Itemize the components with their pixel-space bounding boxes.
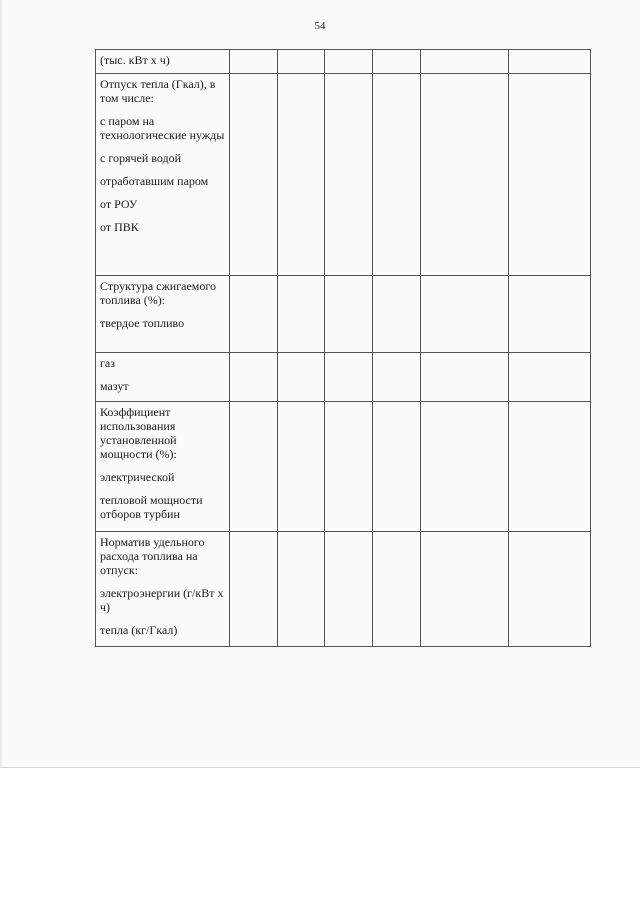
table-row-gas-fuel-oil — [96, 353, 591, 402]
row-label-line: твердое топливо — [100, 316, 185, 330]
table-row-fuel-norm — [96, 532, 591, 647]
table-row-units — [96, 50, 591, 74]
table-cell — [325, 50, 373, 74]
row-label-cell — [96, 402, 230, 532]
table-cell — [230, 50, 278, 74]
table-cell — [230, 532, 278, 647]
table-cell — [373, 74, 421, 276]
table-cell — [325, 276, 373, 353]
table-cell — [373, 532, 421, 647]
row-label-line: газ — [100, 356, 115, 370]
table-cell — [421, 402, 509, 532]
data-table — [95, 49, 591, 647]
row-label-line: отработавшим паром — [100, 174, 209, 188]
table-cell — [230, 74, 278, 276]
table-cell — [421, 276, 509, 353]
table-cell — [278, 50, 325, 74]
table-cell — [230, 276, 278, 353]
table-cell — [278, 74, 325, 276]
table-cell — [325, 74, 373, 276]
table-cell — [278, 353, 325, 402]
table-cell — [509, 74, 591, 276]
table-cell — [373, 50, 421, 74]
table-cell — [278, 532, 325, 647]
row-label-line: (тыс. кВт х ч) — [100, 53, 170, 67]
table-row-fuel-structure — [96, 276, 591, 353]
row-label-line: Норматив удельного расхода топлива на отпуск: — [100, 535, 205, 577]
row-label-line: Структура сжигаемого топлива (%): — [100, 279, 216, 307]
row-label-line: от ПВК — [100, 220, 139, 234]
table-cell — [373, 276, 421, 353]
scan-edge-shadow — [0, 0, 3, 767]
row-label-cell — [96, 276, 230, 353]
row-label-cell — [96, 74, 230, 276]
row-label-line: тепла (кг/Гкал) — [100, 623, 178, 637]
row-label-line: с паром на технологические нужды — [100, 114, 225, 142]
table-cell — [325, 353, 373, 402]
table-cell — [509, 353, 591, 402]
table-cell — [325, 532, 373, 647]
row-label-line: от РОУ — [100, 197, 138, 211]
table-cell — [421, 50, 509, 74]
table-cell — [509, 50, 591, 74]
table-cell — [278, 276, 325, 353]
table-cell — [230, 402, 278, 532]
row-label-line: Отпуск тепла (Гкал), в том числе: — [100, 77, 216, 105]
row-label-line: электроэнергии (г/кВт х ч) — [100, 586, 224, 614]
table-cell — [278, 402, 325, 532]
table-cell — [421, 532, 509, 647]
table-cell — [230, 353, 278, 402]
page-number: 54 — [314, 20, 326, 32]
table-row-heat-supply — [96, 74, 591, 276]
row-label-cell — [96, 532, 230, 647]
table-cell — [509, 276, 591, 353]
row-label-cell — [96, 50, 230, 74]
row-label-cell — [96, 353, 230, 402]
table-row-capacity-factor — [96, 402, 591, 532]
table-cell — [509, 402, 591, 532]
table-cell — [509, 532, 591, 647]
row-label-line: мазут — [100, 379, 129, 393]
table-cell — [373, 353, 421, 402]
table-cell — [421, 353, 509, 402]
table-cell — [373, 402, 421, 532]
row-label-line: с горячей водой — [100, 151, 182, 165]
table-cell — [325, 402, 373, 532]
table-cell — [421, 74, 509, 276]
row-label-line: Коэффициент использования установленной мощности (%): — [100, 405, 177, 461]
row-label-line: тепловой мощности отборов турбин — [100, 493, 203, 521]
row-label-line: электрической — [100, 470, 175, 484]
